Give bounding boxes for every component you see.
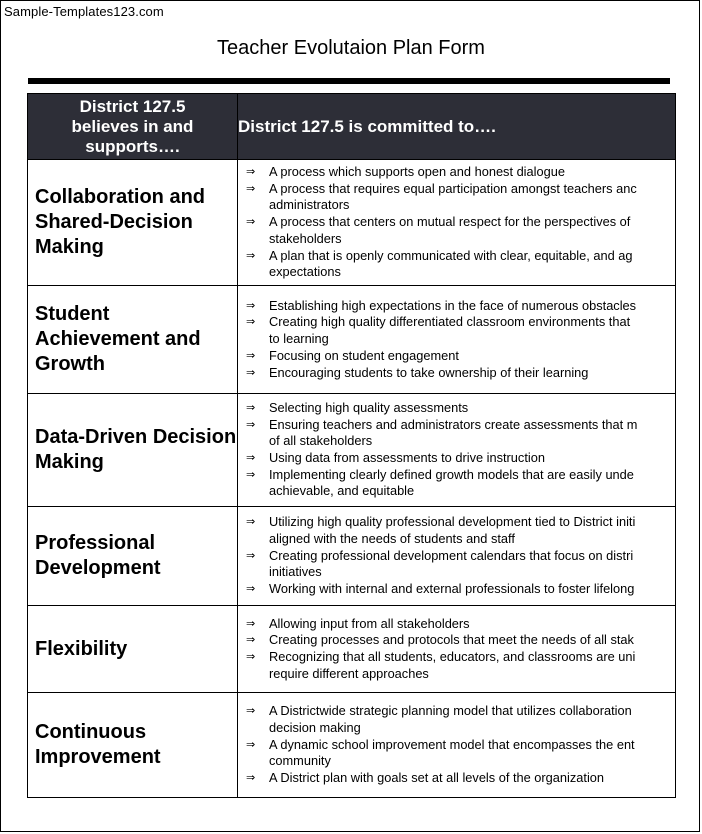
- list-item-text: Ensuring teachers and administrators create assessments that m of all stakeholders: [269, 416, 638, 449]
- row-commitments: [238, 160, 676, 286]
- list-item: [242, 649, 675, 682]
- row-category: Student Achievement and Growth: [28, 286, 238, 394]
- commitment-list: [238, 616, 675, 683]
- row-category: Data-Driven Decision Making: [28, 394, 238, 507]
- arrow-bullet-icon: ⇒: [246, 738, 256, 751]
- arrow-bullet-icon: ⇒: [246, 418, 256, 431]
- list-item-text: Creating processes and protocols that meet the needs of all stak: [269, 632, 634, 648]
- list-item: [242, 164, 675, 181]
- list-item-text: Recognizing that all students, educators, and classrooms are uni require different approaches: [269, 649, 636, 681]
- arrow-bullet-icon: ⇒: [246, 401, 256, 414]
- row-category: Continuous Improvement: [28, 693, 238, 798]
- table-row: [28, 606, 676, 693]
- commitment-list: [238, 703, 675, 787]
- list-item: [242, 400, 675, 417]
- arrow-bullet-icon: ⇒: [246, 452, 256, 464]
- header-right: District 127.5 is committed to….: [238, 94, 676, 160]
- list-item-text: A process that centers on mutual respect for the perspectives of stakeholders: [269, 214, 631, 246]
- table-row: [28, 507, 676, 606]
- header-left: [28, 94, 238, 160]
- arrow-bullet-icon: ⇒: [246, 634, 256, 647]
- list-item: [242, 214, 675, 247]
- row-commitments: [238, 507, 676, 606]
- list-item: [242, 417, 675, 450]
- commitment-list: [238, 400, 675, 500]
- list-item-text: Working with internal and external professionals to foster lifelong: [269, 581, 635, 597]
- header-left-text: District 127.5 believes in and supports….: [71, 96, 194, 156]
- list-item: [242, 616, 675, 633]
- list-item: [242, 703, 675, 736]
- row-commitments: [238, 606, 676, 693]
- list-item-text: Focusing on student engagement: [269, 347, 459, 363]
- row-category: Collaboration and Shared-Decision Making: [28, 160, 238, 286]
- list-item: [242, 298, 675, 315]
- list-item: [242, 348, 675, 365]
- arrow-bullet-icon: ⇒: [246, 468, 256, 481]
- list-item: [242, 450, 675, 467]
- table-row: [28, 286, 676, 394]
- list-item: [242, 181, 675, 214]
- arrow-bullet-icon: ⇒: [246, 299, 256, 312]
- arrow-bullet-icon: ⇒: [246, 705, 256, 718]
- list-item-text: A plan that is openly communicated with clear, equitable, and ag expectations: [269, 247, 633, 280]
- arrow-bullet-icon: ⇒: [246, 772, 256, 785]
- row-commitments: [238, 394, 676, 507]
- list-item-text: Using data from assessments to drive instruction: [269, 450, 545, 465]
- row-commitments: [238, 286, 676, 394]
- list-item: [242, 632, 675, 649]
- commitment-list: [238, 164, 675, 281]
- table-row: [28, 394, 676, 507]
- arrow-bullet-icon: ⇒: [246, 316, 256, 329]
- list-item: [242, 581, 675, 598]
- plan-table: [27, 93, 676, 798]
- arrow-bullet-icon: ⇒: [246, 249, 256, 262]
- list-item-text: A District plan with goals set at all levels of the organization: [269, 770, 605, 786]
- arrow-bullet-icon: ⇒: [246, 549, 256, 562]
- list-item-text: Encouraging students to take ownership of their learning: [269, 364, 589, 380]
- list-item-text: Allowing input from all stakeholders: [269, 615, 470, 631]
- table-row: [28, 160, 676, 286]
- watermark: Sample-Templates123.com: [4, 4, 164, 19]
- row-category: Professional Development: [28, 507, 238, 606]
- table-row: [28, 693, 676, 798]
- list-item-text: Selecting high quality assessments: [269, 399, 469, 415]
- header-row: [28, 94, 676, 160]
- list-item: [242, 365, 675, 382]
- list-item: [242, 770, 675, 787]
- list-item-text: A process which supports open and honest dialogue: [269, 164, 565, 180]
- commitment-list: [238, 514, 675, 598]
- arrow-bullet-icon: ⇒: [246, 166, 256, 179]
- arrow-bullet-icon: ⇒: [246, 366, 256, 379]
- commitment-list: [238, 298, 675, 382]
- arrow-bullet-icon: ⇒: [246, 216, 256, 229]
- arrow-bullet-icon: ⇒: [246, 651, 256, 663]
- list-item-text: Utilizing high quality professional development tied to District initi aligned with the needs of students and staff: [269, 514, 636, 546]
- list-item: [242, 548, 675, 581]
- list-item-text: A dynamic school improvement model that encompasses the ent community: [269, 736, 635, 769]
- list-item: [242, 248, 675, 281]
- list-item: [242, 467, 675, 500]
- list-item-text: Implementing clearly defined growth models that are easily unde achievable, and equitable: [269, 466, 634, 499]
- list-item-text: A process that requires equal participation amongst teachers anc administrators: [269, 180, 637, 213]
- list-item: [242, 314, 675, 347]
- arrow-bullet-icon: ⇒: [246, 617, 256, 630]
- arrow-bullet-icon: ⇒: [246, 516, 256, 529]
- list-item: [242, 514, 675, 547]
- arrow-bullet-icon: ⇒: [246, 182, 256, 195]
- title-rule: [28, 78, 670, 84]
- list-item-text: Creating high quality differentiated classroom environments that to learning: [269, 314, 631, 347]
- list-item-text: Creating professional development calendars that focus on distri initiatives: [269, 547, 634, 580]
- row-category: Flexibility: [28, 606, 238, 693]
- list-item: [242, 737, 675, 770]
- arrow-bullet-icon: ⇒: [246, 349, 256, 362]
- list-item-text: A Districtwide strategic planning model that utilizes collaboration decision making: [269, 703, 632, 735]
- row-commitments: [238, 693, 676, 798]
- page-title: Teacher Evolutaion Plan Form: [217, 37, 485, 59]
- list-item-text: Establishing high expectations in the face of numerous obstacles: [269, 297, 637, 313]
- arrow-bullet-icon: ⇒: [246, 583, 256, 596]
